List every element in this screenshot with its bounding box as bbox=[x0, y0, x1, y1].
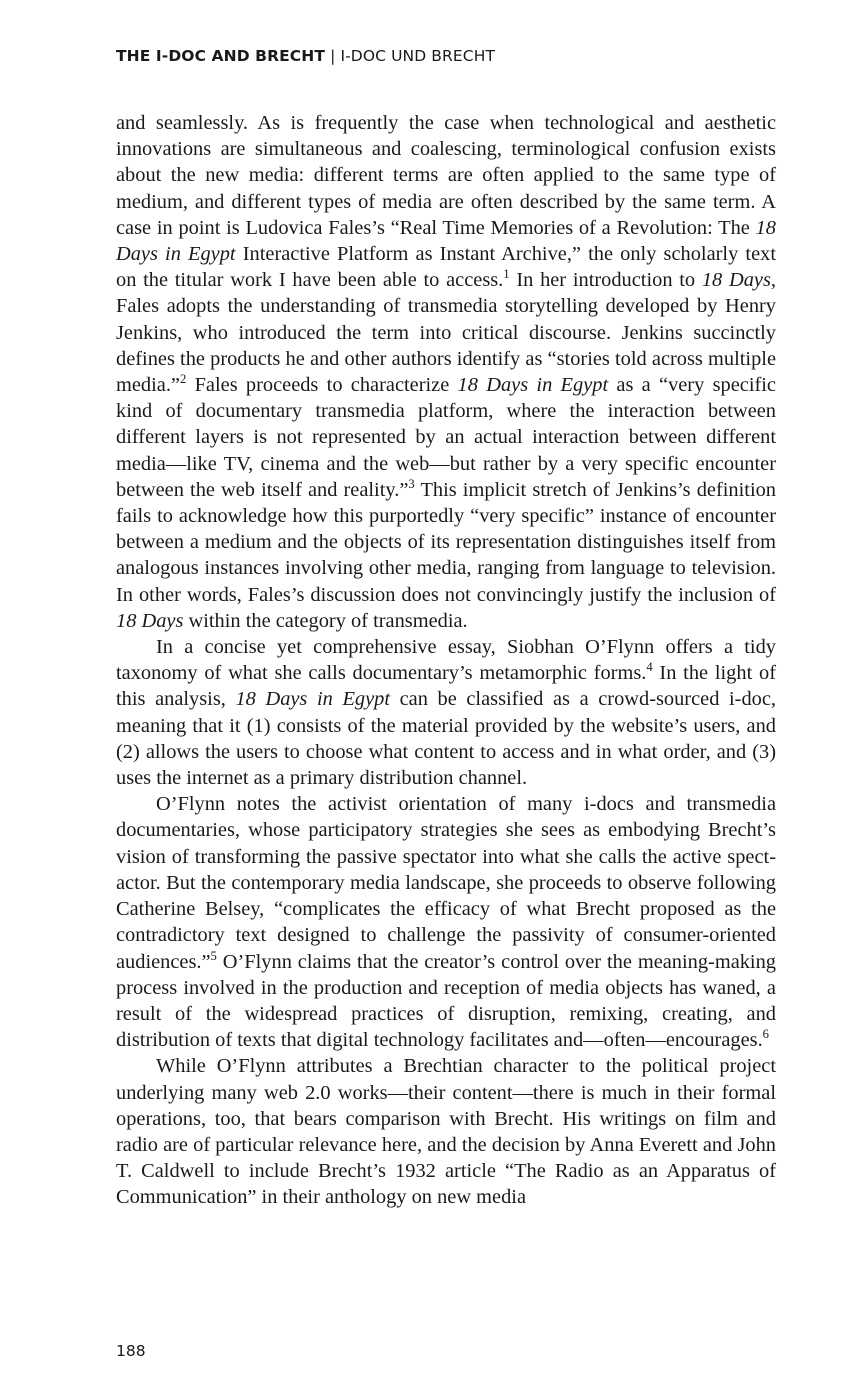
footnote-marker: 5 bbox=[210, 948, 217, 963]
footnote-marker: 2 bbox=[179, 372, 187, 387]
body-text bbox=[116, 110, 776, 1211]
text-run: O’Flynn claims that the creator’s control over the meaning-making process involved in the production and reception of media objects has waned, a result of the widespread practices of disruption, remixing, creating, and distribution of texts that digital technology facilitates and—often—encourages. bbox=[116, 950, 776, 1052]
text-run: can be classified as a crowd-sourced i-doc, meaning that it (1) consists of the material provided by the website’s users, and (2) allows the users to choose what content to access and in what order, and (3) uses the internet as a primary distribution channel. bbox=[116, 688, 776, 790]
text-run: as a “very specific kind of documentary transmedia platform, where the interaction between different layers is not represented by an actual interaction between different media—like TV, cinema and the web—but rather by a very specific encounter between the web itself and reality.” bbox=[116, 374, 776, 501]
text-run: and seamlessly. As is frequently the case when technological and aesthetic innovations are simultaneous and coalescing, terminological confusion exists about the new media: different terms are often applied to the same type of medium, and different types of media are often described by the same term. A case in point is Ludovica Fales’s “Real Time Memories of a Revolution: The bbox=[116, 112, 776, 239]
text-run: Interactive Platform as Instant Archive,” the only scholarly text on the titular work I have been able to access. bbox=[116, 243, 777, 292]
running-head-subtitle: I-DOC UND BRECHT bbox=[340, 47, 496, 65]
paragraph-4 bbox=[116, 1053, 776, 1210]
italic-title: 18 Days in Egypt bbox=[116, 216, 776, 266]
text-run: within the category of transmedia. bbox=[183, 609, 468, 632]
footnote-marker: 4 bbox=[646, 660, 653, 675]
paragraph-2 bbox=[116, 634, 776, 791]
footnote-marker: 3 bbox=[408, 477, 415, 492]
text-run: In her introduction to bbox=[509, 269, 702, 292]
running-head-title: THE I-DOC AND BRECHT bbox=[116, 47, 326, 65]
italic-title: 18 Days in Egypt bbox=[457, 374, 609, 397]
italic-title: 18 Days in Egypt bbox=[235, 688, 391, 711]
italic-title: 18 Days bbox=[701, 269, 771, 292]
text-run: In a concise yet comprehensive essay, Siobhan O’Flynn offers a tidy taxonomy of what she calls documentary’s metamorphic forms. bbox=[116, 636, 776, 685]
paragraph-3 bbox=[116, 791, 776, 1053]
text-run: In the light of this analysis, bbox=[116, 662, 776, 711]
page-number: 188 bbox=[116, 1342, 146, 1360]
text-run: Fales proceeds to characterize bbox=[186, 374, 458, 397]
text-run: O’Flynn notes the activist orientation of many i-docs and transmedia documentaries, whose participatory strategies she sees as embodying Brecht’s vision of transforming the passive spectator into what she calls the active spect-actor. But the contemporary media landscape, she proceeds to observe following Catherine Belsey, “complicates the efficacy of what Brecht proposed as the contradictory text designed to challenge the passivity of consumer-oriented audiences.” bbox=[116, 793, 776, 973]
paragraph-1 bbox=[116, 110, 776, 634]
text-run: , Fales adopts the understanding of transmedia storytelling developed by Henry Jenkins, who introduced the term into critical discourse. Jenkins succinctly defines the products he and other authors identify as “stories told across multiple media.” bbox=[116, 269, 776, 397]
running-head bbox=[116, 47, 495, 65]
running-head-separator: | bbox=[325, 47, 341, 65]
text-run: While O’Flynn attributes a Brechtian character to the political project underlying many web 2.0 works—their content—there is much in their formal operations, too, that bears comparison with Brecht. His writings on film and radio are of particular relevance here, and the decision by Anna Everett and John T. Caldwell to include Brecht’s 1932 article “The Radio as an Apparatus of Communication” in their anthology on new media bbox=[116, 1055, 776, 1209]
footnote-marker: 6 bbox=[762, 1027, 769, 1042]
italic-title: 18 Days bbox=[116, 609, 184, 632]
text-run: This implicit stretch of Jenkins’s definition fails to acknowledge how this purportedly “very specific” instance of encounter between a medium and the objects of its representation distinguishes itself from analogous instances involving other media, ranging from language to television. In other words, Fales’s discussion does not convincingly justify the inclusion of bbox=[116, 478, 776, 606]
footnote-marker: 1 bbox=[503, 267, 510, 282]
